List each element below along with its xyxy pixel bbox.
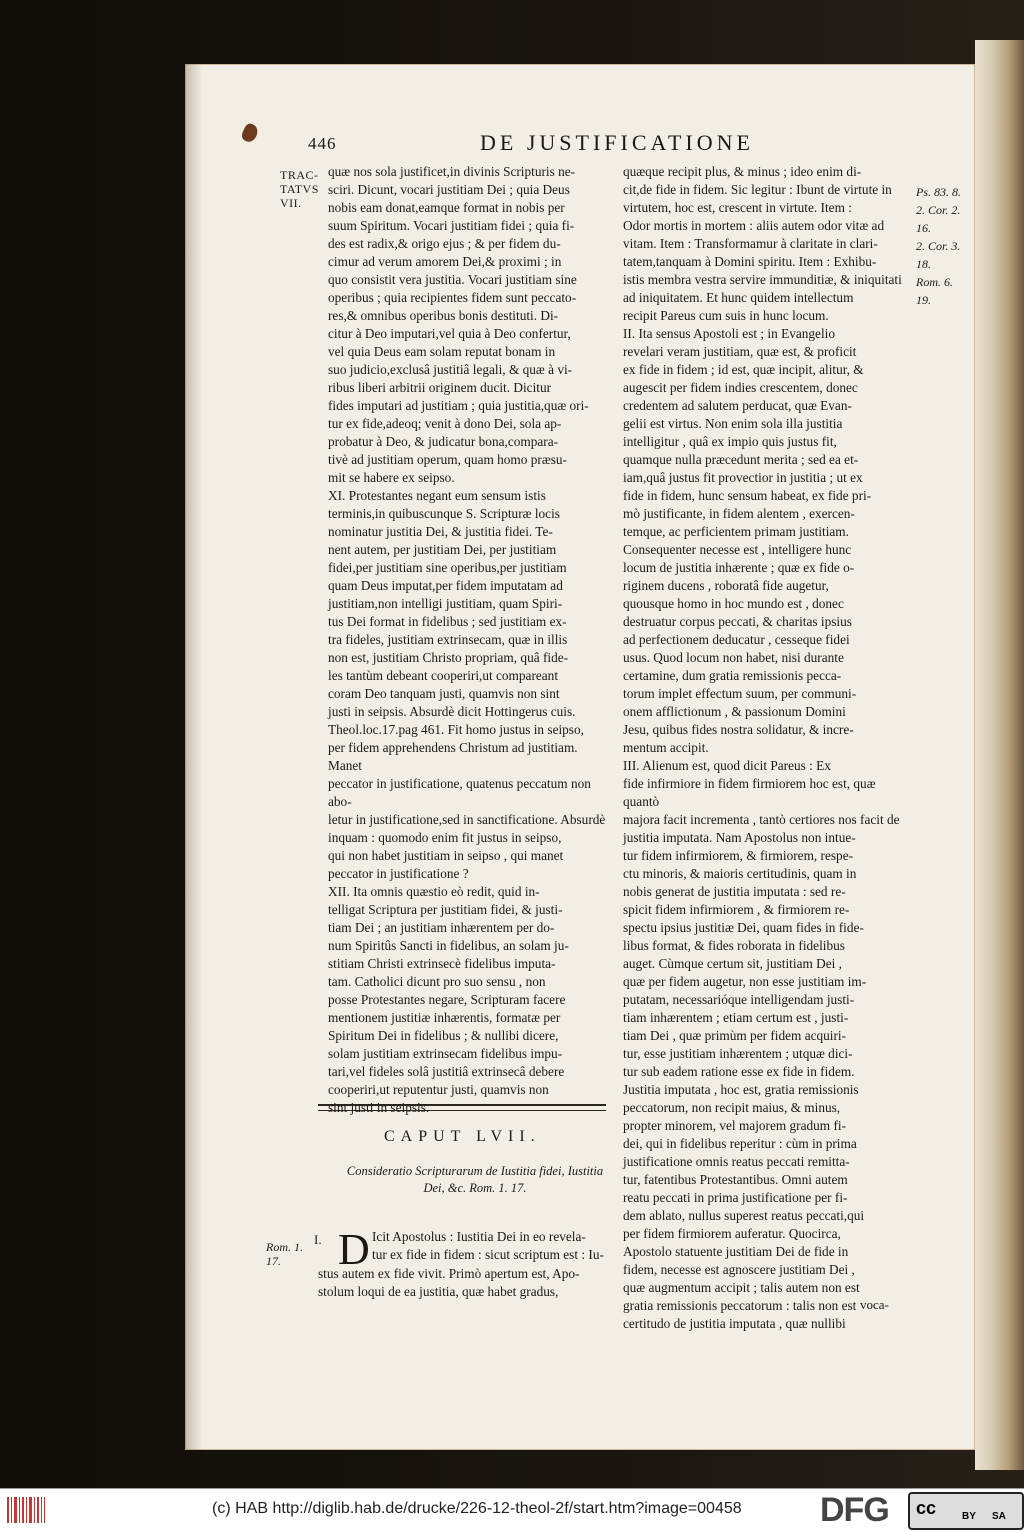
page-number: 446	[308, 134, 337, 153]
text-line: quæ per fidem augetur, non esse justitiam im-	[623, 974, 867, 989]
text-line: tur sub eadem ratione esse ex fide in fidem.	[623, 1064, 855, 1079]
text-line: putatam, necessarióque intelligendam justi-	[623, 992, 855, 1007]
text-line: Theol.loc.17.pag 461. Fit homo justus in seipso,	[328, 722, 584, 737]
margin-reference: 2. Cor. 3.	[916, 239, 961, 253]
text-line: locum de justitia inhærente ; quæ ex fide o-	[623, 560, 855, 575]
text-line: XI. Protestantes negant eum sensum istis	[328, 488, 546, 503]
text-line: ex fide in fidem ; id est, quæ incipit, alitur, &	[623, 362, 864, 377]
text-line: solam justitiam extrinsecam fidelibus impu-	[328, 1046, 563, 1061]
text-line: operibus ; quia recipientes fidem sunt peccato-	[328, 290, 577, 305]
text-line: stitiam Christi extrinsecè fidelibus imputa-	[328, 956, 556, 971]
text-line: sciri. Dicunt, vocari justitiam Dei ; quia Deus	[328, 182, 570, 197]
text-line: reatu peccati in prima justificatione per fi-	[623, 1190, 848, 1205]
text-line: Jesu, quibus fides nostra solidatur, & incre-	[623, 722, 854, 737]
text-line: des est radix,& origo ejus ; & per fidem du-	[328, 236, 561, 251]
margin-tractatus	[280, 168, 324, 210]
text-line: nent autem, per justitiam Dei, per justitiam	[328, 542, 557, 557]
text-line: tur, fatentibus Protestantibus. Omni autem	[623, 1172, 848, 1187]
by-label: BY	[962, 1511, 976, 1522]
text-line: tari,vel fideles solâ justitiâ extrinsecâ debere	[328, 1064, 565, 1079]
text-line: dei, qui in fidelibus reperitur : cùm in prima	[623, 1136, 857, 1151]
text-line: III. Alienum est, quod dicit Pareus : Ex	[623, 758, 831, 773]
barcode-icon	[6, 1495, 46, 1525]
text-line: Consequenter necesse est , intelligere hunc	[623, 542, 852, 557]
section-rule-thin	[318, 1110, 606, 1111]
text-line: telligat Scriptura per justitiam fidei, & justi-	[328, 902, 563, 917]
text-line: gratia remissionis peccatorum : talis non est	[623, 1298, 857, 1313]
margin-reference: 18.	[916, 257, 931, 271]
cc-label: cc	[916, 1498, 937, 1518]
text-line: augescit per fidem indies crescentem, donec	[623, 380, 858, 395]
text-line: justitia imputata. Nam Apostolus non intue-	[623, 830, 856, 845]
text-line: mò justificante, in fidem alentem , exercen-	[623, 506, 855, 521]
text-line: tiam Dei ; an justitiam inhærentem per do-	[328, 920, 555, 935]
text-line: mentionem justitiæ inhærentis, formatæ per	[328, 1010, 561, 1025]
page-gutter-shadow	[185, 64, 203, 1450]
text-line: spicit fidem infirmiorem , & firmiorem re-	[623, 902, 850, 917]
text-line: tam. Catholici dicunt pro suo sensu , non	[328, 974, 546, 989]
text-line: ribus liberi arbitrii originem ducit. Dicitur	[328, 380, 552, 395]
text-line: citur à Deo imputari,vel quia à Deo confertur,	[328, 326, 571, 341]
text-line: credentem ad salutem perducat, quæ Evan-	[623, 398, 852, 413]
text-line: justitiam,non intelligi justitiam, quam Spiri-	[328, 596, 563, 611]
text-line: quousque homo in hoc mundo est , donec	[623, 596, 844, 611]
text-line: stus autem ex fide vivit. Primò apertum est, Apo-	[318, 1266, 580, 1281]
text-line: cit,de fide in fidem. Sic legitur : Ibunt de virtute in	[623, 182, 892, 197]
text-line: istis membra vestra servire immunditiæ, & iniquitati	[623, 272, 902, 287]
text-line: qui non habet justitiam in seipso , qui manet	[328, 848, 564, 863]
text-line: ad perfectionem deducatur , cesseque fidei	[623, 632, 850, 647]
text-line: vitam. Item : Transformamur à claritate in clari-	[623, 236, 878, 251]
right-margin-references	[916, 183, 964, 309]
text-line: tiam inhærentem ; etiam certum est , justi-	[623, 1010, 849, 1025]
text-line: destruatur corpus peccati, & charitas ipsius	[623, 614, 852, 629]
text-line: quamque nulla præcedunt merita ; sed ea et-	[623, 452, 859, 467]
sa-label: SA	[992, 1511, 1006, 1522]
text-line: majora facit incrementa , tantò certiores nos facit de	[623, 812, 900, 827]
text-line: fidem, necesse est agnoscere justitiam Dei ,	[623, 1262, 855, 1277]
text-line: fidei,per justitiam sine operibus,per justitiam	[328, 560, 567, 575]
footer-bar	[0, 1488, 1024, 1530]
text-line: tiam Dei , quæ primùm per fidem acquiri-	[623, 1028, 847, 1043]
text-line: tivè ad justitiam operum, quam homo præsu-	[328, 452, 567, 467]
section-rule	[318, 1104, 606, 1106]
right-column	[623, 163, 913, 1333]
chapter-opening-text	[372, 1228, 607, 1264]
text-line: torum implet effectum suum, per communi-	[623, 686, 857, 701]
text-line: tur ex fide,adeoq; venit à dono Dei, sola ap-	[328, 416, 562, 431]
text-line: nominatur justitia Dei, & justitia fidei. Te-	[328, 524, 553, 539]
text-line: cooperiri,ut reputentur justi, quamvis non	[328, 1082, 549, 1097]
text-line: tur fidem infirmiorem, & firmiorem, respe-	[623, 848, 854, 863]
text-line: per fidem apprehendens Christum ad justitiam. Manet	[328, 740, 578, 773]
text-line: vel quia Deus eam solam reputat bonam in	[328, 344, 556, 359]
text-line: terminis,in quibuscunque S. Scripturæ locis	[328, 506, 560, 521]
text-line: Odor mortis in mortem : aliis autem odor vitæ ad	[623, 218, 885, 233]
text-line: fide in fidem, hunc sensum habeat, ex fide pri-	[623, 488, 872, 503]
text-line: stolum loqui de ea justitia, quæ habet gradus,	[318, 1284, 559, 1299]
text-line: tus Dei format in fidelibus ; sed justitiam ex-	[328, 614, 567, 629]
margin-reference: Ps. 83. 8.	[916, 185, 961, 199]
text-line: riginem ducens , roboratâ fide augetur,	[623, 578, 829, 593]
text-line: dem ablato, nullus superest reatus peccati,qui	[623, 1208, 865, 1223]
text-line: mit se habere ex seipso.	[328, 470, 455, 485]
text-line: ctu minoris, & maioris certitudinis, quam in	[623, 866, 857, 881]
chapter-continuation	[318, 1265, 608, 1301]
text-line: non est, justitiam Christo propriam, quâ fide-	[328, 650, 569, 665]
text-line: posse Protestantes negare, Scripturam facere	[328, 992, 566, 1007]
chapter-paragraph-number: I.	[314, 1232, 322, 1247]
text-line: spectu ipsius justitiæ Dei, quam fides in fide-	[623, 920, 864, 935]
dfg-logo: DFG	[820, 1491, 889, 1529]
margin-line: VII.	[280, 196, 302, 210]
text-line: coram Deo tanquam justi, quamvis non sint	[328, 686, 560, 701]
text-line: mentum accipit.	[623, 740, 709, 755]
text-line: quæque recipit plus, & minus ; ideo enim di-	[623, 164, 862, 179]
text-line: II. Ita sensus Apostoli est ; in Evangelio	[623, 326, 835, 341]
text-line: libus format, & fides roborata in fidelibus	[623, 938, 845, 953]
text-line: tur ex fide in fidem : sicut scriptum est : Iu-	[372, 1247, 604, 1262]
text-line: Spiritum Dei in fidelibus ; & nullibi dicere,	[328, 1028, 559, 1043]
text-line: ad iniquitatem. Et hunc quidem intellectum	[623, 290, 854, 305]
text-line: sint justi in seipsis.	[328, 1100, 430, 1115]
text-line: gelii est virtus. Non enim sola illa justitia	[623, 416, 843, 431]
text-line: fide infirmiore in fidem firmiorem hoc est, quæ quantò	[623, 776, 876, 809]
text-line: res,& omnibus operibus bonis destituti. Di-	[328, 308, 559, 323]
text-line: intelligitur , quâ ex impio quis justus fit,	[623, 434, 837, 449]
text-line: peccator in justificatione ?	[328, 866, 469, 881]
text-line: fides imputari ad justitiam ; quia justitia,quæ ori-	[328, 398, 589, 413]
text-line: onem afflictionum , & passionum Domini	[623, 704, 846, 719]
cc-by-sa-icon[interactable]	[908, 1492, 1024, 1530]
text-line: quo consistit vera justitia. Vocari justitiam sine	[328, 272, 577, 287]
text-line: peccator in justificatione, quatenus peccatum non abo-	[328, 776, 591, 809]
text-line: nobis generat de justitia imputata : sed re-	[623, 884, 846, 899]
text-line: justi in seipsis. Absurdè dicit Hottingerus cuis.	[328, 704, 576, 719]
left-column	[328, 163, 608, 1117]
text-line: tatem,tanquam à Domini spiritu. Item : Exhibu-	[623, 254, 877, 269]
text-line: usus. Quod locum non habet, nisi durante	[623, 650, 844, 665]
chapter-subtitle: Consideratio Scripturarum de Iustitia fidei, Iustitia Dei, &c. Rom. 1. 17.	[346, 1164, 604, 1195]
margin-reference: 16.	[916, 221, 931, 235]
margin-line: TRAC-	[280, 168, 319, 182]
text-line: nobis eam donat,eamque format in nobis per	[328, 200, 565, 215]
text-line: Apostolo statuente justitiam Dei de fide in	[623, 1244, 849, 1259]
text-line: suum Spiritum. Vocari justitiam fidei ; quia fi-	[328, 218, 575, 233]
text-line: auget. Cùmque certum sit, justitiam Dei ,	[623, 956, 842, 971]
text-line: cimur ad verum amorem Dei,& proximi ; in	[328, 254, 562, 269]
text-line: virtutem, hoc est, crescent in virtute. Item :	[623, 200, 852, 215]
text-line: revelari veram justitiam, quæ est, & proficit	[623, 344, 857, 359]
text-line: certitudo de justitia imputata , quæ nullibi	[623, 1316, 846, 1331]
text-line: certamine, dum gratia remissionis pecca-	[623, 668, 842, 683]
running-head: DE JUSTIFICATIONE	[480, 130, 754, 155]
margin-reference: Rom. 6.	[916, 275, 953, 289]
page-edge	[975, 40, 1024, 1470]
margin-reference: 19.	[916, 293, 931, 307]
text-line: quæ augmentum accipit ; talis autem non est	[623, 1280, 860, 1295]
text-line: recipit Pareus cum suis in hunc locum.	[623, 308, 829, 323]
text-line: propter minorem, vel majorem gradum fi-	[623, 1118, 847, 1133]
text-line: justificatione omnis reatus peccati remitta-	[623, 1154, 850, 1169]
text-line: quam Deus imputat,per fidem imputatam ad	[328, 578, 563, 593]
drop-cap-initial: D	[338, 1225, 370, 1274]
margin-reference-rom: Rom. 1. 17.	[266, 1240, 303, 1268]
text-line: Justitia imputata , hoc est, gratia remissionis	[623, 1082, 859, 1097]
text-line: probatur à Deo, & judicatur bona,compara-	[328, 434, 559, 449]
text-line: letur in justificatione,sed in sanctificatione. Absurdè	[328, 812, 606, 827]
margin-reference: 2. Cor. 2.	[916, 203, 961, 217]
text-line: per fidem firmiorem auferatur. Quocirca,	[623, 1226, 841, 1241]
text-line: quæ nos sola justificet,in divinis Scripturis ne-	[328, 164, 576, 179]
text-line: num Spiritûs Sancti in fidelibus, an solam ju-	[328, 938, 569, 953]
text-line: iam,quâ justus fit provectior in justitia ; ut ex	[623, 470, 863, 485]
text-line: tur, esse justitiam inhærentem ; utquæ dici-	[623, 1046, 853, 1061]
text-line: les tantùm debeant cooperiri,ut compareant	[328, 668, 559, 683]
copyright-link[interactable]: (c) HAB http://diglib.hab.de/drucke/226-12-theol-2f/start.htm?image=00458	[212, 1500, 742, 1517]
text-line: suo judicio,exclusâ justitiâ legali, & quæ à vi-	[328, 362, 573, 377]
chapter-title: CAPUT LVII.	[384, 1128, 541, 1145]
margin-line: TATVS	[280, 182, 319, 196]
text-line: XII. Ita omnis quæstio eò redit, quid in-	[328, 884, 540, 899]
text-line: tra fideles, justitiam extrinsecam, quæ in illis	[328, 632, 568, 647]
text-line: Icit Apostolus : Iustitia Dei in eo revela-	[372, 1229, 586, 1244]
text-line: peccatorum, non recipit maius, & minus,	[623, 1100, 841, 1115]
text-line: temque, ac perficientem primam justitiam.	[623, 524, 849, 539]
text-line: inquam : quomodo enim fit justus in seipso,	[328, 830, 562, 845]
catchword: voca-	[860, 1297, 889, 1312]
